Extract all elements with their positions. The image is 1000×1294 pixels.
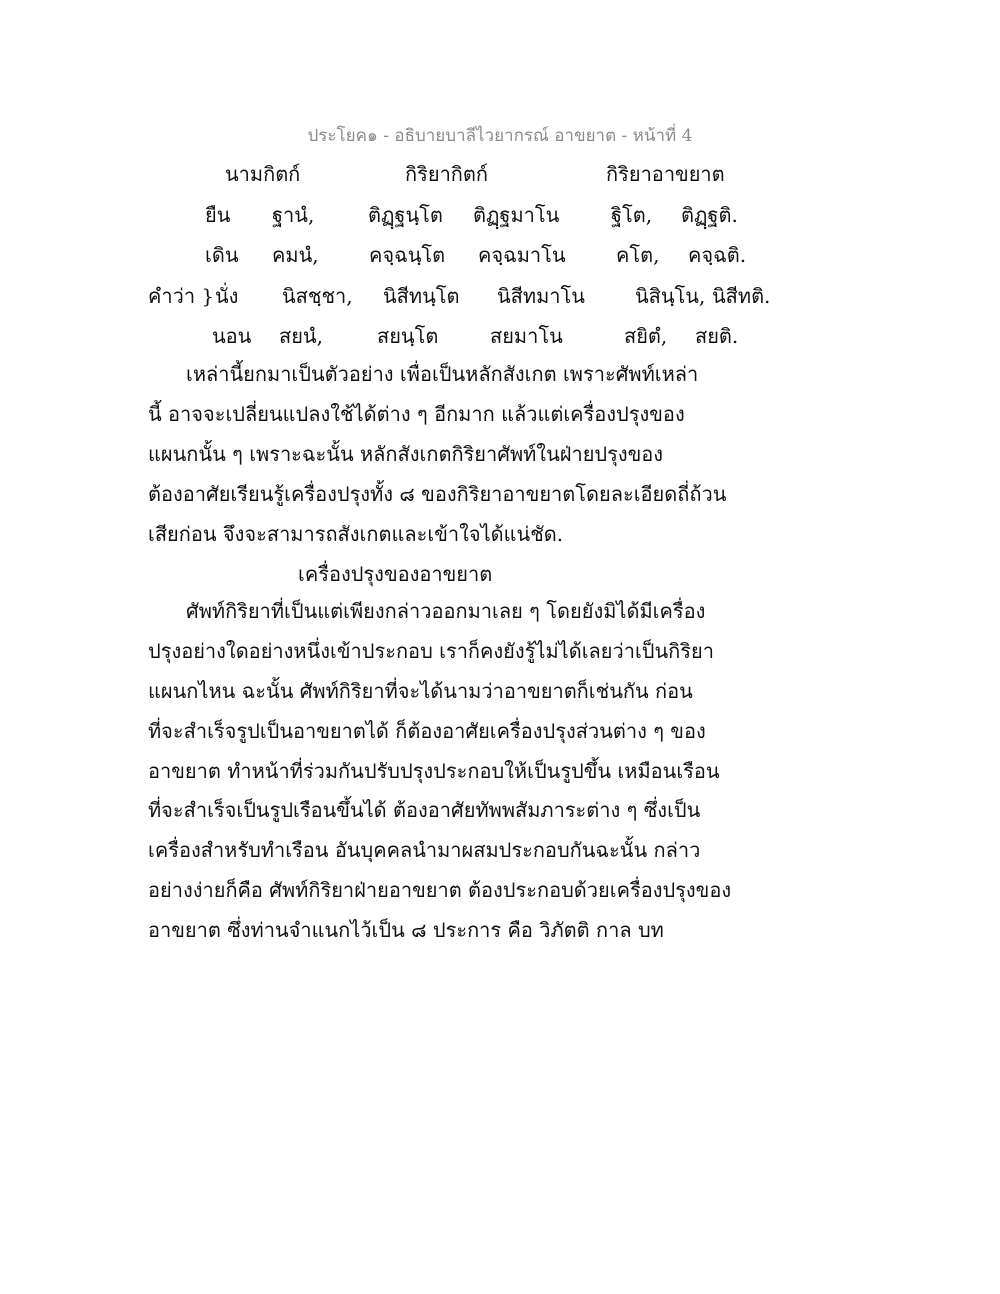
table-cell: นิสีทติ. <box>712 284 771 308</box>
table-cell: ยืน <box>205 203 231 227</box>
table-cell: คจฺฉมาโน <box>478 243 566 267</box>
table-cell: นิสีทมาโน <box>497 284 585 308</box>
side-label: คำว่า } <box>148 284 215 308</box>
text-line: เครื่องสำหรับทำเรือน อันบุคคลนำมาผสมประกอบกันฉะนั้น กล่าว <box>148 838 701 862</box>
text-line: เหล่านี้ยกมาเป็นตัวอย่าง เพื่อเป็นหลักสังเกต เพราะศัพท์เหล่า <box>186 362 699 386</box>
table-cell: สยิตํ, <box>624 324 668 348</box>
table-cell: คโต, <box>616 243 660 267</box>
text-line: ที่จะสำเร็จรูปเป็นอาขยาตได้ ก็ต้องอาศัยเครื่องปรุงส่วนต่าง ๆ ของ <box>148 719 706 743</box>
table-cell: เดิน <box>205 243 239 267</box>
text-line: นี้ อาจจะเปลี่ยนแปลงใช้ได้ต่าง ๆ อีกมาก แล้วแต่เครื่องปรุงของ <box>148 402 685 426</box>
text-line: อย่างง่ายก็คือ ศัพท์กิริยาฝ่ายอาขยาต ต้องประกอบด้วยเครื่องปรุงของ <box>148 878 732 902</box>
table-cell: นิสชฺชา, <box>282 284 353 308</box>
table-cell: คจฺฉติ. <box>688 243 747 267</box>
table-cell: สยติ. <box>695 324 739 348</box>
table-cell: นั่ง <box>215 284 239 308</box>
table-cell: สยนํ, <box>279 324 323 348</box>
column-header-participle: กิริยากิตก์ <box>405 162 489 186</box>
text-line: ต้องอาศัยเรียนรู้เครื่องปรุงทั้ง ๘ ของกิริยาอาขยาตโดยละเอียดถี่ถ้วน <box>148 482 727 506</box>
text-line: แผนกไหน ฉะนั้น ศัพท์กิริยาที่จะได้นามว่าอาขยาตก็เช่นกัน ก่อน <box>148 679 693 703</box>
table-cell: ติฏฺฐติ. <box>681 203 738 227</box>
column-header-finite-verb: กิริยาอาขยาต <box>606 162 725 186</box>
text-line: อาขยาต ซึ่งท่านจำแนกไว้เป็น ๘ ประการ คือ วิภัตติ กาล บท <box>148 918 664 942</box>
table-cell: สยนฺโต <box>377 324 439 348</box>
text-line: ปรุงอย่างใดอย่างหนึ่งเข้าประกอบ เราก็คงยังรู้ไม่ได้เลยว่าเป็นกิริยา <box>148 639 714 663</box>
text-line: เสียก่อน จึงจะสามารถสังเกตและเข้าใจได้แน่ชัด. <box>148 522 564 546</box>
table-cell: คจฺฉนฺโต <box>369 243 446 267</box>
table-cell: ติฏฺฐนฺโต <box>368 203 443 227</box>
table-cell: ติฏฺฐมาโน <box>473 203 560 227</box>
table-cell: นอน <box>212 324 252 348</box>
table-cell: สยมาโน <box>490 324 563 348</box>
text-line: อาขยาต ทำหน้าที่ร่วมกันปรับปรุงประกอบให้เป็นรูปขึ้น เหมือนเรือน <box>148 759 720 783</box>
table-cell: นิสีทนฺโต <box>383 284 460 308</box>
running-header: ประโยค๑ - อธิบายบาลีไวยากรณ์ อาขยาต - หน้าที่ 4 <box>307 126 693 146</box>
text-line: ศัพท์กิริยาที่เป็นแต่เพียงกล่าวออกมาเลย ๆ โดยยังมิได้มีเครื่อง <box>186 599 706 623</box>
section-heading: เครื่องปรุงของอาขยาต <box>298 562 493 586</box>
text-line: ที่จะสำเร็จเป็นรูปเรือนขึ้นได้ ต้องอาศัยทัพพสัมภาระต่าง ๆ ซึ่งเป็น <box>148 798 701 822</box>
table-cell: ฐานํ, <box>272 203 315 227</box>
column-header-noun: นามกิตก์ <box>225 162 301 186</box>
table-cell: คมนํ, <box>272 243 319 267</box>
table-cell: ฐิโต, <box>611 203 653 227</box>
table-cell: นิสินฺโน, <box>635 284 706 308</box>
text-line: แผนกนั้น ๆ เพราะฉะนั้น หลักสังเกตกิริยาศัพท์ในฝ่ายปรุงของ <box>148 442 664 466</box>
